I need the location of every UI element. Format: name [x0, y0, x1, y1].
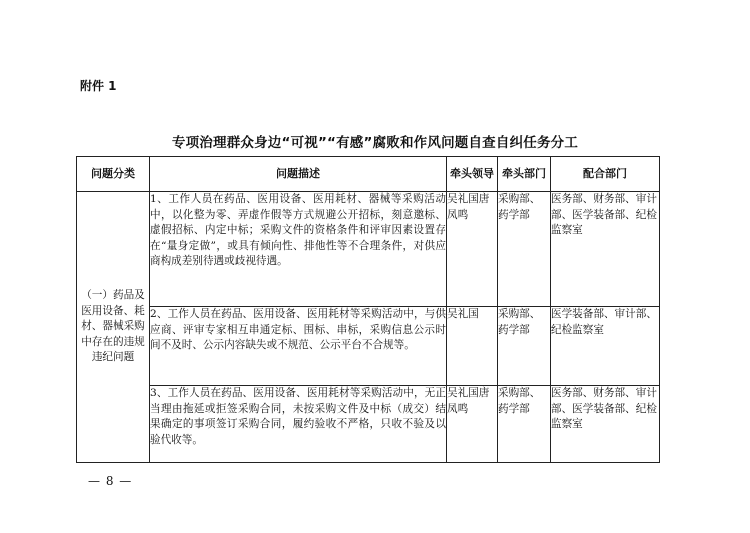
description-cell: 2、工作人员在药品、医用设备、医用耗材等采购活动中，与供应商、评审专家相互串通定标、围标、串标，采购信息公示时间不及时、公示内容缺失或不规范、公示平台不合规等。 — [150, 307, 447, 386]
document-title: 专项治理群众身边“可视”“有感”腐败和作风问题自查自纠任务分工 — [171, 135, 579, 151]
lead-dept-cell: 采购部、药学部 — [498, 192, 551, 307]
lead-leader-cell: 吴礼国唐凤鸣 — [447, 192, 498, 307]
table-header-row — [77, 157, 660, 192]
coop-dept-cell: 医务部、财务部、审计部、医学装备部、纪检监察室 — [551, 386, 660, 463]
description-cell: 3、工作人员在药品、医用设备、医用耗材等采购活动中，无正当理由拖延或拒签采购合同，未按采购文件及中标（成交）结果确定的事项签订采购合同，履约验收不严格，只收不验及以验代收等。 — [150, 386, 447, 463]
lead-leader-cell: 吴礼国 — [447, 307, 498, 386]
lead-leader-cell: 吴礼国唐凤鸣 — [447, 386, 498, 463]
table-row — [77, 192, 660, 307]
category-cell: （一）药品及医用设备、耗材、器械采购中存在的违规违纪问题 — [77, 192, 150, 463]
header-coop-dept: 配合部门 — [551, 157, 660, 192]
coop-dept-cell: 医务部、财务部、审计部、医学装备部、纪检监察室 — [551, 192, 660, 307]
table-row — [77, 386, 660, 463]
header-category: 问题分类 — [77, 157, 150, 192]
page-number: — 8 — — [88, 474, 133, 488]
attachment-label: 附件 1 — [80, 79, 117, 93]
header-lead-dept: 牵头部门 — [498, 157, 551, 192]
lead-dept-cell: 采购部、药学部 — [498, 386, 551, 463]
task-table — [76, 156, 660, 463]
header-description: 问题描述 — [150, 157, 447, 192]
table-row — [77, 307, 660, 386]
coop-dept-cell: 医学装备部、审计部、纪检监察室 — [551, 307, 660, 386]
description-cell: 1、工作人员在药品、医用设备、医用耗材、器械等采购活动中，以化整为零、弄虚作假等方式规避公开招标，刻意邀标、虚假招标、内定中标；采购文件的资格条件和评审因素设置存在“量身定做”，或具有倾向性、排他性等不合理条件，对供应商构成差别待遇或歧视待遇。 — [150, 192, 447, 307]
header-lead-leader: 牵头领导 — [447, 157, 498, 192]
lead-dept-cell: 采购部、药学部 — [498, 307, 551, 386]
